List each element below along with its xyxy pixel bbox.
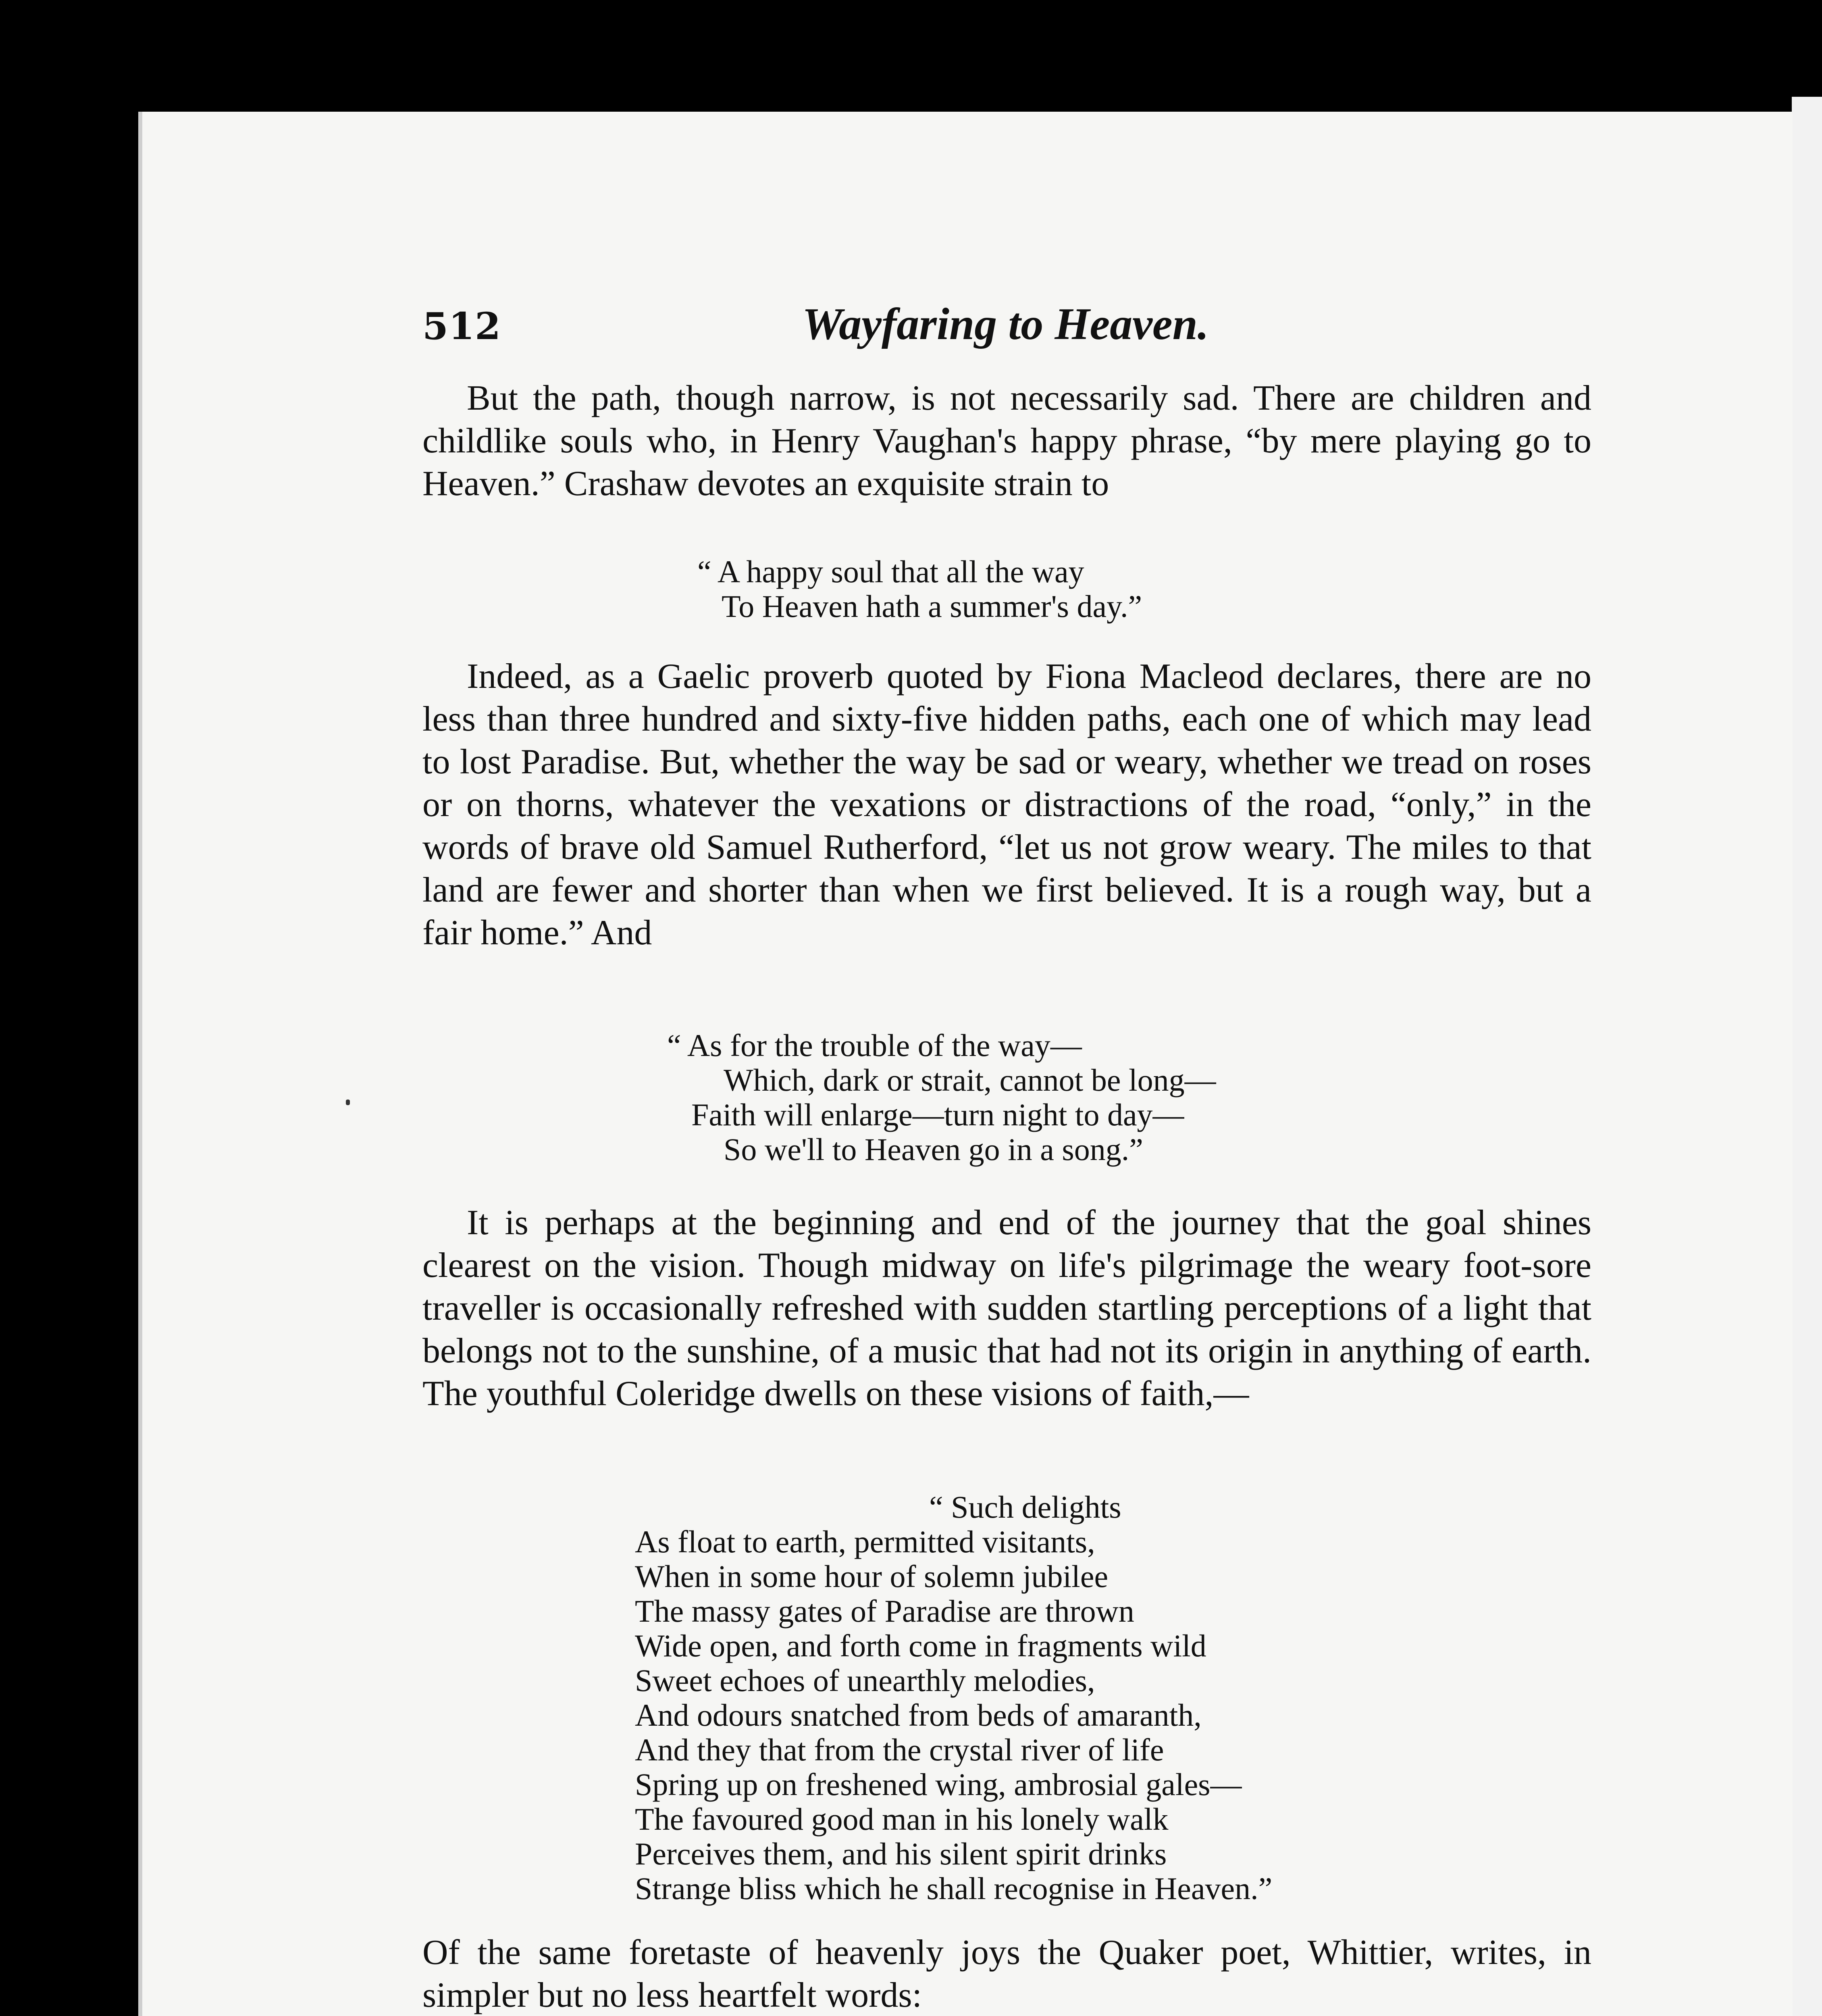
verse-line: To Heaven hath a summer's day.”: [722, 589, 1142, 624]
verse-coleridge: [635, 1490, 1272, 1906]
verse-line: And they that from the crystal river of life: [635, 1732, 1164, 1767]
paragraph-3: It is perhaps at the beginning and end of the journey that the goal shines clearest on the vision. Though midway on life's pilgrimage the weary foot-sore traveller is occasionally refreshed with sudden startling perceptions of a light that belongs not to the sunshine, of a music that had not its origin in anything of earth. The youthful Coleridge dwells on these visions of faith,—: [422, 1203, 1591, 1413]
verse-line: “ As for the trouble of the way—: [667, 1028, 1082, 1063]
verse-line: Spring up on freshened wing, ambrosial gales—: [635, 1767, 1242, 1802]
verse-line: “ Such delights: [929, 1489, 1121, 1524]
verse-line: “ A happy soul that all the way: [697, 554, 1084, 589]
verse-line: Perceives them, and his silent spirit drinks: [635, 1836, 1167, 1871]
adjacent-page-edge: [1789, 97, 1822, 2016]
verse-crashaw: [697, 554, 1142, 624]
margin-speck: [346, 1100, 350, 1105]
verse-line: Faith will enlarge—turn night to day—: [691, 1097, 1184, 1132]
verse-line: When in some hour of solemn jubilee: [635, 1559, 1109, 1594]
verse-line: Strange bliss which he shall recognise in Heaven.”: [635, 1871, 1273, 1906]
verse-line: Which, dark or strait, cannot be long—: [724, 1062, 1216, 1098]
paragraph-1: But the path, though narrow, is not necessarily sad. There are children and childlike souls who, in Henry Vaughan's happy phrase, “by mere playing go to Heaven.” Crashaw devotes an exquisite strain to: [422, 379, 1591, 503]
paragraph-4: Of the same foretaste of heavenly joys the Quaker poet, Whittier, writes, in simpler but no less heartfelt words:: [422, 1933, 1591, 2015]
verse-line: Sweet echoes of unearthly melodies,: [635, 1663, 1095, 1698]
verse-line: The massy gates of Paradise are thrown: [635, 1593, 1134, 1629]
verse-line: And odours snatched from beds of amaranth,: [635, 1697, 1202, 1733]
running-title: Wayfaring to Heaven.: [802, 299, 1209, 349]
verse-rutherford: [667, 1028, 1216, 1167]
verse-line: So we'll to Heaven go in a song.”: [724, 1132, 1143, 1167]
verse-line: Wide open, and forth come in fragments wild: [635, 1628, 1206, 1663]
paragraph-2: Indeed, as a Gaelic proverb quoted by Fiona Macleod declares, there are no less than three hundred and sixty-five hidden paths, each one of which may lead to lost Paradise. But, whether the way be sad or weary, whether we tread on roses or on thorns, whatever the vexations or distractions of the road, “only,” in the words of brave old Samuel Rutherford, “let us not grow weary. The miles to that land are fewer and shorter than when we first believed. It is a rough way, but a fair home.” And: [422, 657, 1591, 952]
page-number: 512: [422, 304, 501, 348]
verse-line: As float to earth, permitted visitants,: [635, 1524, 1095, 1559]
verse-line: The favoured good man in his lonely walk: [635, 1801, 1169, 1837]
